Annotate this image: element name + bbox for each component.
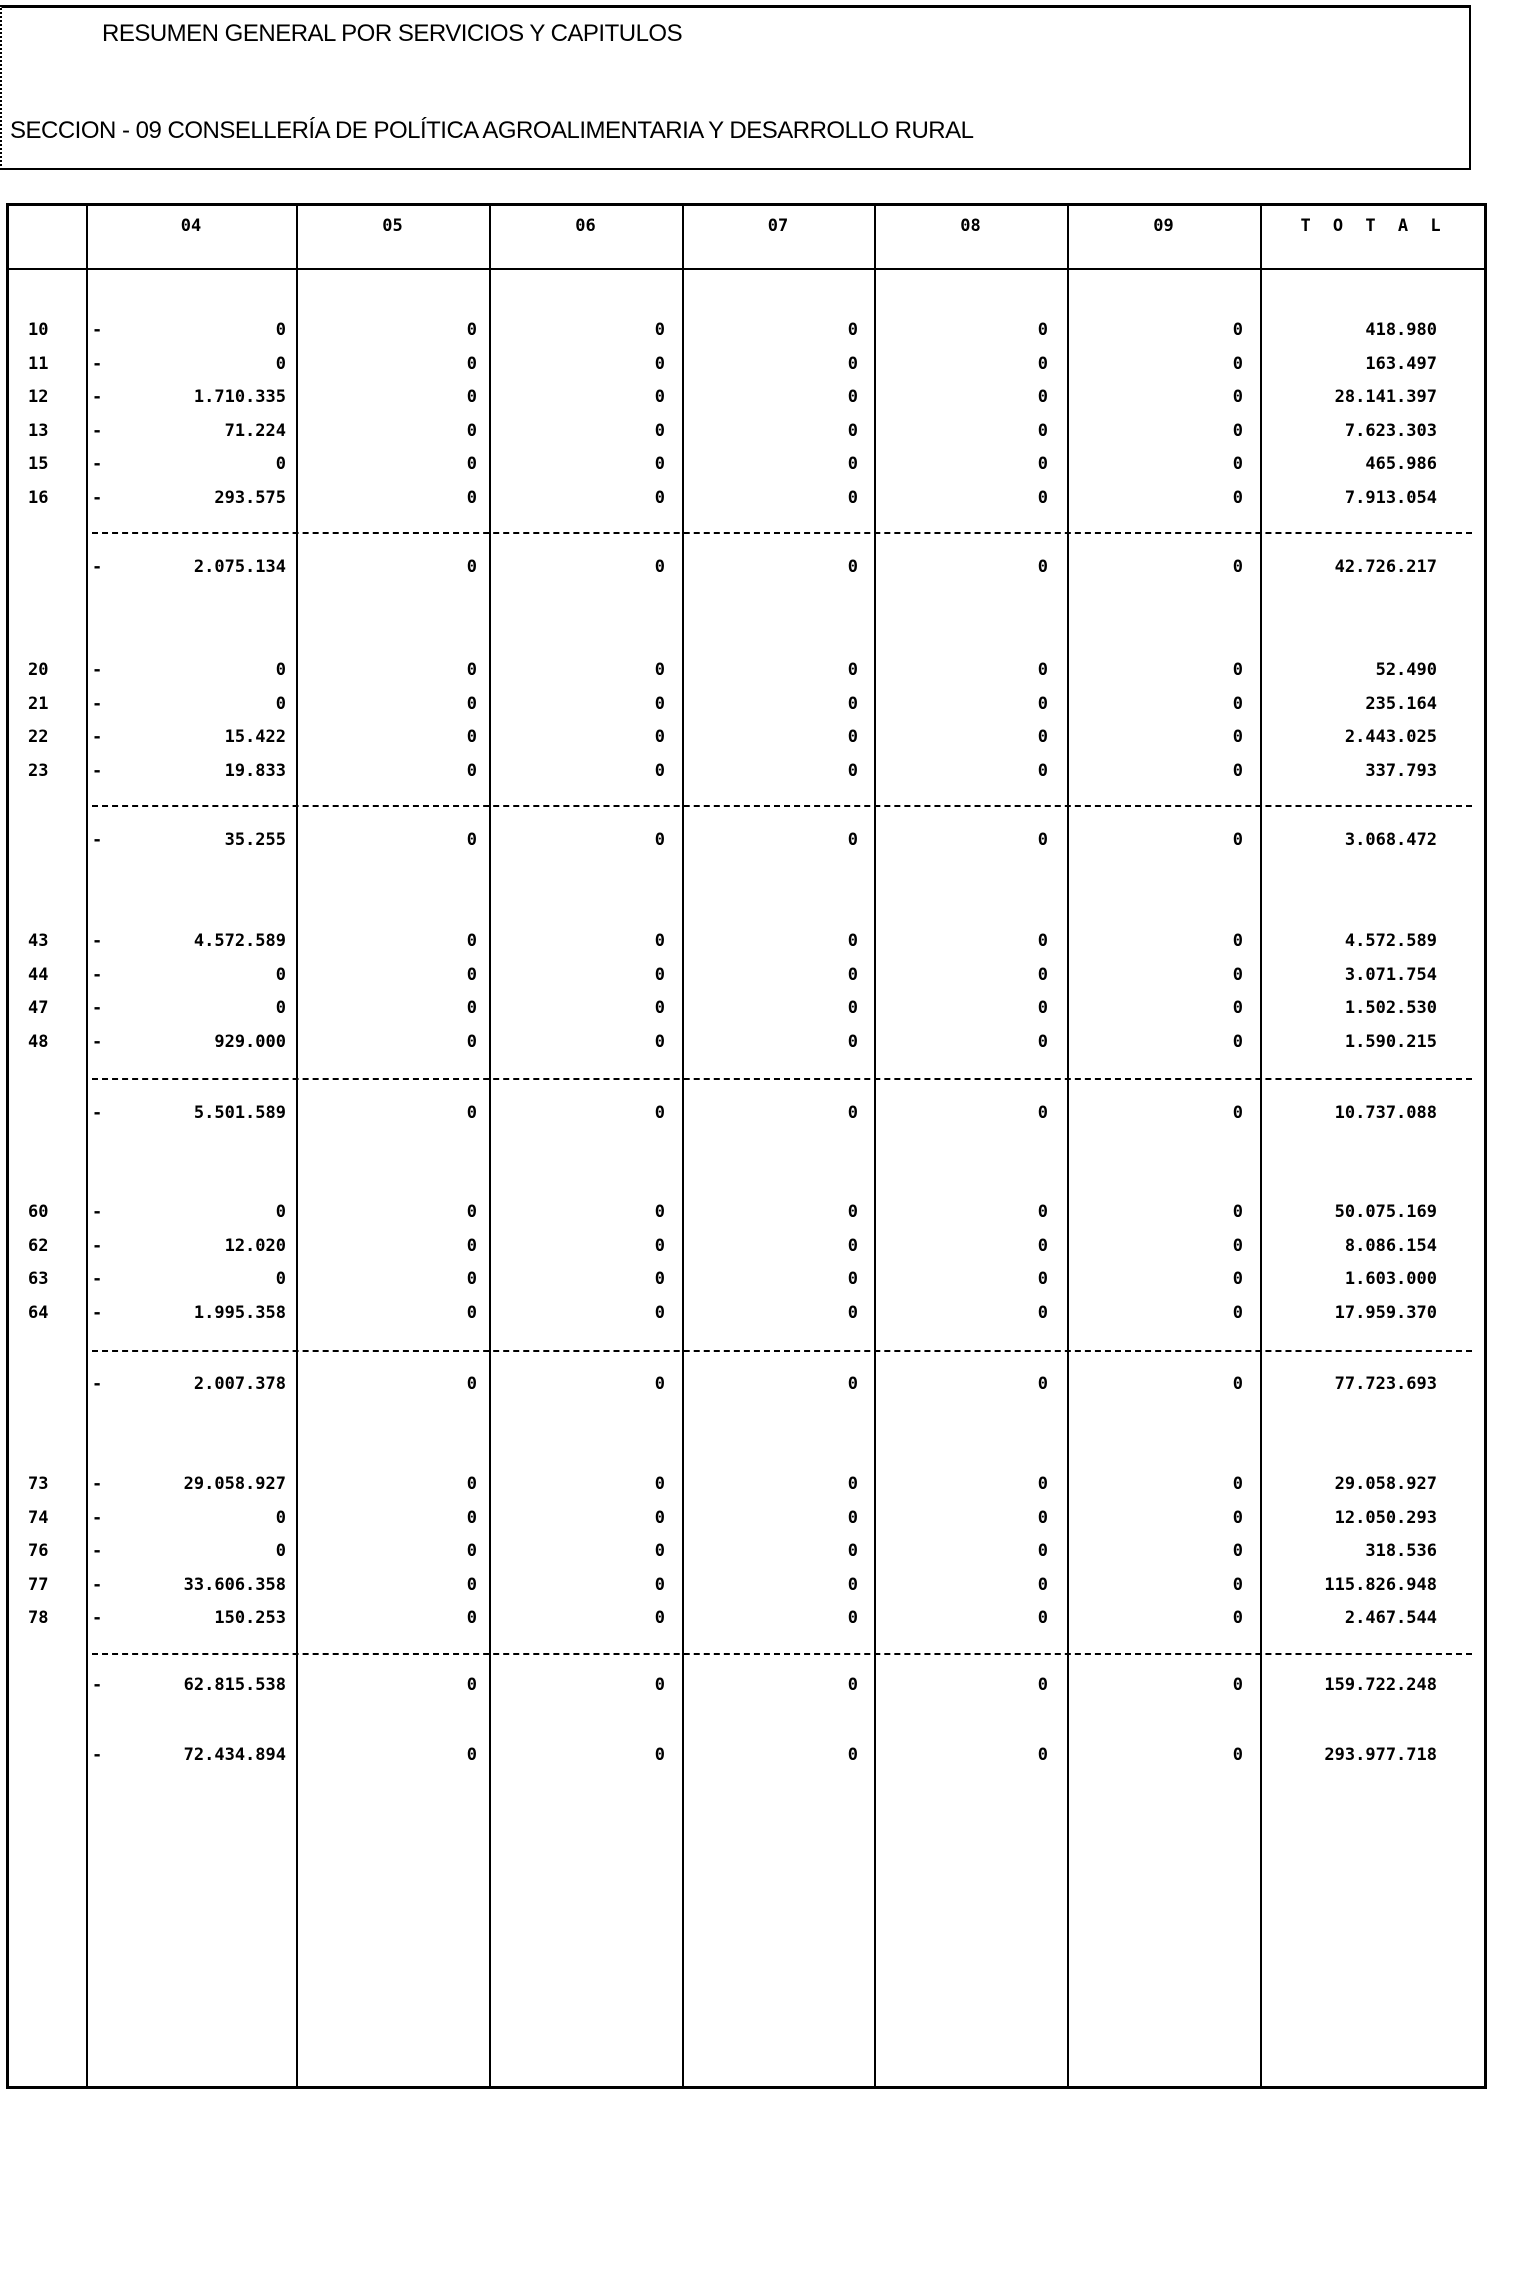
table-cell: 52.490 <box>1375 660 1437 680</box>
table-cell: 0 <box>1037 660 1048 680</box>
subtotal-cell: 10.737.088 <box>1334 1103 1437 1123</box>
row-marker: - <box>92 1374 103 1394</box>
subtotal-cell: 2.007.378 <box>193 1374 286 1394</box>
row-code: 12 <box>28 387 49 408</box>
table-cell: 0 <box>1037 1031 1048 1052</box>
table-cell: 0 <box>1232 420 1243 441</box>
row-marker: - <box>92 454 103 475</box>
subtotal-cell: 0 <box>1232 1103 1243 1123</box>
table-cell: 1.603.000 <box>1344 1269 1437 1290</box>
column-header: 06 <box>575 216 596 236</box>
row-code: 47 <box>28 998 49 1019</box>
subtotal-rule <box>92 805 1472 807</box>
table-cell: 0 <box>847 353 858 374</box>
table-cell: 0 <box>275 454 286 475</box>
table-cell: 0 <box>1232 1541 1243 1562</box>
table-cell: 0 <box>466 660 477 680</box>
table-cell: 50.075.169 <box>1334 1202 1437 1222</box>
table-cell: 0 <box>1037 1608 1048 1629</box>
row-code: 78 <box>28 1608 49 1629</box>
row-marker: - <box>92 1269 103 1290</box>
row-code: 74 <box>28 1507 49 1528</box>
table-cell: 0 <box>654 1269 665 1290</box>
table-cell: 0 <box>466 454 477 475</box>
row-code: 60 <box>28 1202 49 1222</box>
row-code: 73 <box>28 1474 49 1494</box>
row-marker: - <box>92 760 103 781</box>
table-cell: 0 <box>466 420 477 441</box>
subtotal-cell: 0 <box>847 1675 858 1695</box>
subtotal-cell: 0 <box>847 557 858 577</box>
table-cell: 0 <box>847 1302 858 1323</box>
subtotal-cell: 0 <box>654 1675 665 1695</box>
table-cell: 0 <box>847 660 858 680</box>
table-cell: 0 <box>466 1541 477 1562</box>
table-cell: 12.020 <box>224 1235 286 1256</box>
table-cell: 0 <box>1232 454 1243 475</box>
row-code: 62 <box>28 1235 49 1256</box>
table-cell: 0 <box>847 1474 858 1494</box>
table-cell: 0 <box>1037 1507 1048 1528</box>
table-cell: 0 <box>466 931 477 951</box>
table-cell: 0 <box>466 693 477 714</box>
table-cell: 0 <box>466 1269 477 1290</box>
subtotal-cell: 0 <box>1037 830 1048 850</box>
row-marker: - <box>92 998 103 1019</box>
table-cell: 0 <box>654 1541 665 1562</box>
row-code: 21 <box>28 693 49 714</box>
row-marker: - <box>92 320 103 340</box>
table-cell: 0 <box>654 1235 665 1256</box>
table-cell: 0 <box>1037 320 1048 340</box>
row-code: 15 <box>28 454 49 475</box>
table-cell: 0 <box>654 931 665 951</box>
column-header: 05 <box>382 216 403 236</box>
row-marker: - <box>92 1235 103 1256</box>
table-cell: 0 <box>847 998 858 1019</box>
table-cell: 0 <box>847 387 858 408</box>
table-cell: 1.502.530 <box>1344 998 1437 1019</box>
subtotal-cell: 0 <box>847 830 858 850</box>
row-marker: - <box>92 1574 103 1595</box>
row-code: 20 <box>28 660 49 680</box>
table-cell: 0 <box>1037 1541 1048 1562</box>
section-title: SECCION - 09 CONSELLERÍA DE POLÍTICA AGROALIMENTARIA Y DESARROLLO RURAL <box>10 117 974 144</box>
subtotal-cell: 0 <box>466 1675 477 1695</box>
table-cell: 0 <box>847 760 858 781</box>
table-cell: 0 <box>847 1235 858 1256</box>
row-marker: - <box>92 693 103 714</box>
table-cell: 0 <box>1232 998 1243 1019</box>
row-code: 64 <box>28 1302 49 1323</box>
row-marker: - <box>92 1608 103 1629</box>
table-cell: 0 <box>1232 931 1243 951</box>
subtotal-rule <box>92 532 1472 534</box>
table-cell: 0 <box>466 353 477 374</box>
table-cell: 1.995.358 <box>193 1302 286 1323</box>
table-cell: 0 <box>1232 727 1243 748</box>
subtotal-cell: 2.075.134 <box>193 557 286 577</box>
row-marker: - <box>92 1202 103 1222</box>
subtotal-cell: 0 <box>654 557 665 577</box>
grand-total-cell: 0 <box>1232 1745 1243 1765</box>
table-cell: 929.000 <box>214 1031 286 1052</box>
subtotal-cell: 0 <box>847 1374 858 1394</box>
row-code: 11 <box>28 353 49 374</box>
table-cell: 0 <box>1037 1302 1048 1323</box>
table-cell: 15.422 <box>224 727 286 748</box>
row-code: 63 <box>28 1269 49 1290</box>
table-cell: 0 <box>466 727 477 748</box>
row-marker: - <box>92 488 103 508</box>
table-cell: 0 <box>466 760 477 781</box>
table-cell: 150.253 <box>214 1608 286 1629</box>
row-marker: - <box>92 387 103 408</box>
table-cell: 163.497 <box>1365 353 1437 374</box>
report-title: RESUMEN GENERAL POR SERVICIOS Y CAPITULOS <box>102 20 683 47</box>
row-marker: - <box>92 1745 103 1765</box>
table-cell: 0 <box>1232 488 1243 508</box>
table-cell: 0 <box>275 660 286 680</box>
table-cell: 0 <box>1037 964 1048 985</box>
grand-total-cell: 72.434.894 <box>183 1745 286 1765</box>
subtotal-cell: 0 <box>466 1374 477 1394</box>
column-header: 08 <box>960 216 981 236</box>
table-cell: 0 <box>654 1474 665 1494</box>
table-cell: 0 <box>847 420 858 441</box>
table-cell: 0 <box>275 1202 286 1222</box>
table-cell: 0 <box>466 1507 477 1528</box>
table-cell: 0 <box>466 387 477 408</box>
table-cell: 0 <box>847 1507 858 1528</box>
row-code: 10 <box>28 320 49 340</box>
row-code: 43 <box>28 931 49 951</box>
table-cell: 0 <box>1232 353 1243 374</box>
table-cell: 0 <box>275 320 286 340</box>
table-cell: 0 <box>1232 1302 1243 1323</box>
table-cell: 0 <box>1037 760 1048 781</box>
row-marker: - <box>92 353 103 374</box>
row-marker: - <box>92 727 103 748</box>
column-header: 09 <box>1153 216 1174 236</box>
table-cell: 1.710.335 <box>193 387 286 408</box>
table-cell: 29.058.927 <box>1334 1474 1437 1494</box>
row-code: 23 <box>28 760 49 781</box>
table-cell: 0 <box>1232 320 1243 340</box>
table-cell: 12.050.293 <box>1334 1507 1437 1528</box>
table-cell: 0 <box>1232 1202 1243 1222</box>
table-cell: 0 <box>654 998 665 1019</box>
table-cell: 17.959.370 <box>1334 1302 1437 1323</box>
table-cell: 0 <box>847 931 858 951</box>
table-cell: 4.572.589 <box>1344 931 1437 951</box>
subtotal-cell: 0 <box>1037 1374 1048 1394</box>
row-marker: - <box>92 830 103 850</box>
subtotal-cell: 0 <box>654 830 665 850</box>
table-cell: 0 <box>1037 998 1048 1019</box>
table-cell: 0 <box>1037 693 1048 714</box>
table-cell: 0 <box>654 1202 665 1222</box>
table-cell: 0 <box>654 693 665 714</box>
table-cell: 0 <box>466 320 477 340</box>
table-cell: 0 <box>275 964 286 985</box>
table-cell: 7.623.303 <box>1344 420 1437 441</box>
table-cell: 0 <box>654 454 665 475</box>
table-cell: 0 <box>847 1269 858 1290</box>
table-cell: 3.071.754 <box>1344 964 1437 985</box>
table-cell: 0 <box>1232 1474 1243 1494</box>
row-marker: - <box>92 931 103 951</box>
table-cell: 0 <box>654 727 665 748</box>
subtotal-cell: 0 <box>1232 830 1243 850</box>
table-cell: 418.980 <box>1365 320 1437 340</box>
subtotal-cell: 42.726.217 <box>1334 557 1437 577</box>
table-cell: 337.793 <box>1365 760 1437 781</box>
table-cell: 0 <box>847 320 858 340</box>
row-marker: - <box>92 1103 103 1123</box>
table-cell: 0 <box>847 1541 858 1562</box>
table-cell: 0 <box>654 320 665 340</box>
row-marker: - <box>92 660 103 680</box>
table-cell: 0 <box>1232 1608 1243 1629</box>
table-cell: 0 <box>847 964 858 985</box>
table-cell: 0 <box>847 488 858 508</box>
table-cell: 0 <box>466 1302 477 1323</box>
table-cell: 71.224 <box>224 420 286 441</box>
table-cell: 0 <box>466 1031 477 1052</box>
table-cell: 0 <box>654 964 665 985</box>
subtotal-cell: 0 <box>466 830 477 850</box>
row-code: 16 <box>28 488 49 508</box>
table-cell: 0 <box>1232 1031 1243 1052</box>
table-cell: 0 <box>1037 1474 1048 1494</box>
table-cell: 0 <box>1232 1235 1243 1256</box>
table-cell: 0 <box>275 1541 286 1562</box>
table-cell: 0 <box>654 660 665 680</box>
table-cell: 29.058.927 <box>183 1474 286 1494</box>
table-cell: 0 <box>1232 1574 1243 1595</box>
table-cell: 0 <box>275 998 286 1019</box>
table-cell: 0 <box>466 998 477 1019</box>
table-cell: 0 <box>847 1608 858 1629</box>
table-cell: 0 <box>1037 1202 1048 1222</box>
subtotal-cell: 0 <box>1037 1103 1048 1123</box>
subtotal-cell: 0 <box>1232 1675 1243 1695</box>
table-cell: 0 <box>1232 760 1243 781</box>
table-cell: 0 <box>275 353 286 374</box>
table-cell: 0 <box>1037 420 1048 441</box>
table-cell: 0 <box>466 488 477 508</box>
table-cell: 2.467.544 <box>1344 1608 1437 1629</box>
table-cell: 0 <box>847 1031 858 1052</box>
subtotal-cell: 0 <box>654 1374 665 1394</box>
table-cell: 0 <box>1037 727 1048 748</box>
column-header: 04 <box>180 216 202 236</box>
grand-total-cell: 0 <box>1037 1745 1048 1765</box>
subtotal-cell: 159.722.248 <box>1324 1675 1437 1695</box>
row-marker: - <box>92 1541 103 1562</box>
table-cell: 0 <box>654 420 665 441</box>
subtotal-cell: 0 <box>847 1103 858 1123</box>
row-marker: - <box>92 1675 103 1695</box>
table-cell: 0 <box>847 693 858 714</box>
table-cell: 0 <box>466 1235 477 1256</box>
table-cell: 0 <box>1037 1235 1048 1256</box>
subtotal-cell: 0 <box>1232 557 1243 577</box>
row-code: 77 <box>28 1574 49 1595</box>
table-cell: 0 <box>275 693 286 714</box>
table-cell: 0 <box>1037 353 1048 374</box>
table-cell: 0 <box>466 1474 477 1494</box>
grand-total-cell: 0 <box>466 1745 477 1765</box>
table-cell: 8.086.154 <box>1344 1235 1437 1256</box>
table-cell: 293.575 <box>214 488 286 508</box>
table-cell: 0 <box>1232 660 1243 680</box>
table-cell: 0 <box>654 1302 665 1323</box>
table-cell: 0 <box>654 760 665 781</box>
grand-total-cell: 0 <box>654 1745 665 1765</box>
subtotal-cell: 77.723.693 <box>1334 1374 1437 1394</box>
subtotal-cell: 3.068.472 <box>1344 830 1437 850</box>
table-cell: 318.536 <box>1365 1541 1437 1562</box>
table-cell: 0 <box>654 1608 665 1629</box>
table-cell: 7.913.054 <box>1344 488 1437 508</box>
table-cell: 0 <box>654 387 665 408</box>
table-cell: 0 <box>654 1574 665 1595</box>
row-code: 44 <box>28 964 49 985</box>
table-cell: 1.590.215 <box>1344 1031 1437 1052</box>
column-separator <box>86 206 88 2086</box>
subtotal-cell: 5.501.589 <box>193 1103 286 1123</box>
table-cell: 0 <box>275 1507 286 1528</box>
table-cell: 235.164 <box>1365 693 1437 714</box>
table-cell: 115.826.948 <box>1324 1574 1437 1595</box>
table-cell: 0 <box>654 1031 665 1052</box>
subtotal-cell: 35.255 <box>224 830 286 850</box>
table-cell: 0 <box>1037 454 1048 475</box>
subtotal-cell: 0 <box>1232 1374 1243 1394</box>
table-cell: 0 <box>847 1574 858 1595</box>
table-cell: 4.572.589 <box>193 931 286 951</box>
row-code: 76 <box>28 1541 49 1562</box>
row-marker: - <box>92 420 103 441</box>
table-cell: 0 <box>1037 387 1048 408</box>
table-cell: 0 <box>1232 693 1243 714</box>
subtotal-rule <box>92 1078 1472 1080</box>
table-cell: 0 <box>1232 1269 1243 1290</box>
row-code: 13 <box>28 420 49 441</box>
subtotal-rule <box>92 1653 1472 1655</box>
table-cell: 0 <box>654 1507 665 1528</box>
table-cell: 0 <box>275 1269 286 1290</box>
column-header: 07 <box>767 216 789 236</box>
table-cell: 0 <box>466 1574 477 1595</box>
summary-table <box>6 203 1487 2089</box>
table-cell: 0 <box>1037 1574 1048 1595</box>
row-marker: - <box>92 1031 103 1052</box>
row-marker: - <box>92 557 103 577</box>
table-cell: 0 <box>1232 964 1243 985</box>
subtotal-cell: 0 <box>1037 557 1048 577</box>
column-header-rule <box>6 268 1487 270</box>
row-marker: - <box>92 964 103 985</box>
grand-total-cell: 293.977.718 <box>1324 1745 1437 1765</box>
row-marker: - <box>92 1507 103 1528</box>
row-marker: - <box>92 1474 103 1494</box>
table-cell: 0 <box>654 353 665 374</box>
subtotal-cell: 62.815.538 <box>183 1675 286 1695</box>
column-header: T O T A L <box>1300 216 1447 236</box>
row-code: 22 <box>28 727 49 748</box>
subtotal-cell: 0 <box>466 1103 477 1123</box>
table-cell: 0 <box>1037 488 1048 508</box>
table-cell: 465.986 <box>1365 454 1437 475</box>
table-cell: 0 <box>847 1202 858 1222</box>
table-cell: 0 <box>466 1608 477 1629</box>
table-cell: 0 <box>1037 931 1048 951</box>
table-cell: 2.443.025 <box>1344 727 1437 748</box>
table-cell: 0 <box>466 964 477 985</box>
row-marker: - <box>92 1302 103 1323</box>
subtotal-cell: 0 <box>1037 1675 1048 1695</box>
report-header <box>0 5 1471 170</box>
table-cell: 0 <box>1232 1507 1243 1528</box>
table-cell: 0 <box>466 1202 477 1222</box>
table-cell: 0 <box>847 727 858 748</box>
table-cell: 0 <box>654 488 665 508</box>
table-cell: 0 <box>1037 1269 1048 1290</box>
table-cell: 33.606.358 <box>183 1574 286 1595</box>
subtotal-rule <box>92 1350 1472 1352</box>
subtotal-cell: 0 <box>466 557 477 577</box>
row-code: 48 <box>28 1031 49 1052</box>
table-cell: 0 <box>847 454 858 475</box>
subtotal-cell: 0 <box>654 1103 665 1123</box>
table-cell: 0 <box>1232 387 1243 408</box>
table-cell: 19.833 <box>224 760 286 781</box>
grand-total-cell: 0 <box>847 1745 858 1765</box>
table-cell: 28.141.397 <box>1334 387 1437 408</box>
